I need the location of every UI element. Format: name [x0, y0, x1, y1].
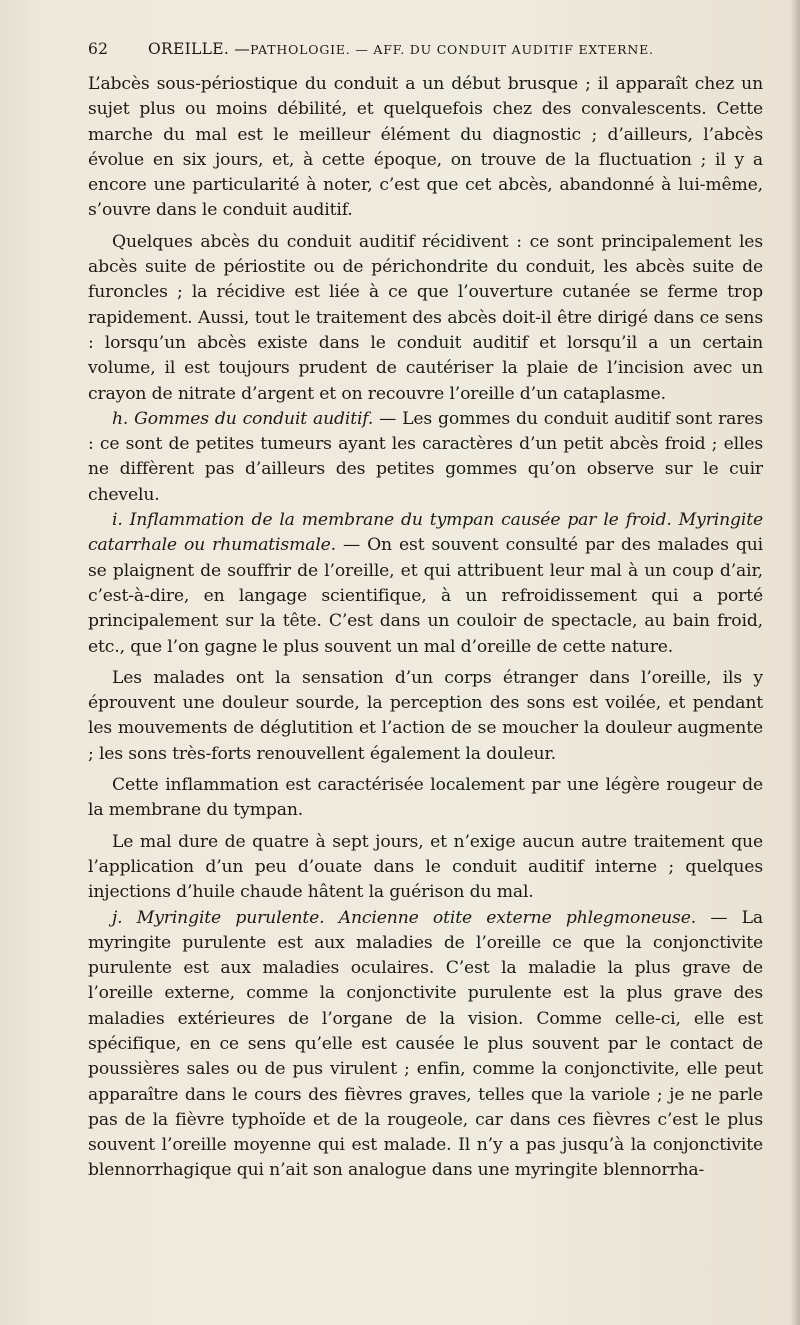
running-header — [88, 40, 768, 66]
page-body — [88, 72, 763, 1184]
paragraph-redness: Cette inflammation est caractérisée localement par une légère rougeur de la membrane du tympan. — [88, 775, 763, 821]
header-subtitle: PATHOLOGIE. — AFF. DU CONDUIT AUDITIF EXTERNE. — [250, 42, 654, 57]
section-heading-i: i. Inflammation de la membrane du tympan causée par le froid. Myringite catarrhale ou rhumatismale. — [88, 510, 763, 556]
page-number: 62 — [88, 40, 109, 58]
paragraph-myringitis-catarrhal: i. Inflammation de la membrane du tympan causée par le froid. Myringite catarrhale ou rhumatismale. — On est souvent consulté par des malades qui se plaignent de souffrir de l’oreille, et qui attribuent leur mal à un coup d’air, c’est-à-dire, en langage scientifique, à un refroidissement qui a porté principalement sur la tête. C’est dans un couloir de spectacle, au bain froid, etc., que l’on gagne le plus souvent un mal d’oreille de cette nature. — [88, 510, 763, 657]
paragraph-gummas: h. Gommes du conduit auditif. — Les gommes du conduit auditif sont rares : ce sont de petites tumeurs ayant les caractères d’un petit abcès froid ; elles ne diffèrent pas d’ailleurs des petites gommes qu’on observe sur le cuir chevelu. — [88, 408, 763, 505]
section-heading-j: j. Myringite purulente. Ancienne otite externe phlegmoneuse. — [112, 907, 697, 928]
paragraph-duration: Le mal dure de quatre à sept jours, et n’exige aucun autre traitement que l’application d’un peu d’ouate dans le conduit auditif interne ; quelques injections d’huile chaude hâtent la guérison du mal. — [88, 831, 763, 903]
paragraph-purulent-myringitis: j. Myringite purulente. Ancienne otite externe phlegmoneuse. — La myringite purulente est aux maladies de l’oreille ce que la conjonctivite purulente est aux maladies oculaires. C’est la maladie la plus grave de l’oreille externe, comme la conjonctivite purulente est la plus grave des maladies extérieures de l’organe de la vision. Comme celle-ci, elle est spécifique, en ce sens qu’elle est causée le plus souvent par le contact de poussières sales ou de pus virulent ; enfin, comme la conjonctivite, elle peut apparaître dans le cours des fièvres graves, telles que la variole ; je ne parle pas de la fièvre typhoïde et de la rougeole, car dans ces fièvres c’est le plus souvent l’oreille moyenne qui est malade. Il n’y a pas jusqu’à la conjonctivite blennorrhagique qui n’ait son analogue dans une myringite blennorrha- — [88, 907, 763, 1181]
paragraph-symptoms: Les malades ont la sensation d’un corps étranger dans l’oreille, ils y éprouvent une douleur sourde, la perception des sons est voilée, et pendant les mouvements de déglutition et l’action de se moucher la douleur augmente ; les sons très-forts renouvellent également la douleur. — [88, 667, 763, 764]
paragraph-subperiosteal-abscess: L’abcès sous-périostique du conduit a un début brusque ; il apparaît chez un sujet plus ou moins débilité, et quelquefois chez des convalescents. Cette marche du mal est le meilleur élément du diagnostic ; d’ailleurs, l’abcès évolue en six jours, et, à cette époque, on trouve de la fluctuation ; il y a encore une particularité à noter, c’est que cet abcès, abandonné à lui-même, s’ouvre dans le conduit auditif. — [88, 74, 763, 221]
page-edge-shadow — [790, 0, 800, 1325]
header-title: OREILLE. — — [148, 40, 251, 58]
paragraph-recurring-abscess: Quelques abcès du conduit auditif récidivent : ce sont principalement les abcès suite de périostite ou de périchondrite du conduit, les abcès suite de furoncles ; la récidive est liée à ce que l’ouverture cutanée se ferme trop rapidement. Aussi, tout le traitement des abcès doit-il être dirigé dans ce sens : lorsqu’un abcès existe dans le conduit auditif et lorsqu’il a un certain volume, il est toujours prudent de cautériser la plaie de l’incision avec un crayon de nitrate d’argent et on recouvre l’oreille d’un cataplasme. — [88, 231, 763, 404]
section-heading-h: h. Gommes du conduit auditif. — [112, 408, 374, 429]
